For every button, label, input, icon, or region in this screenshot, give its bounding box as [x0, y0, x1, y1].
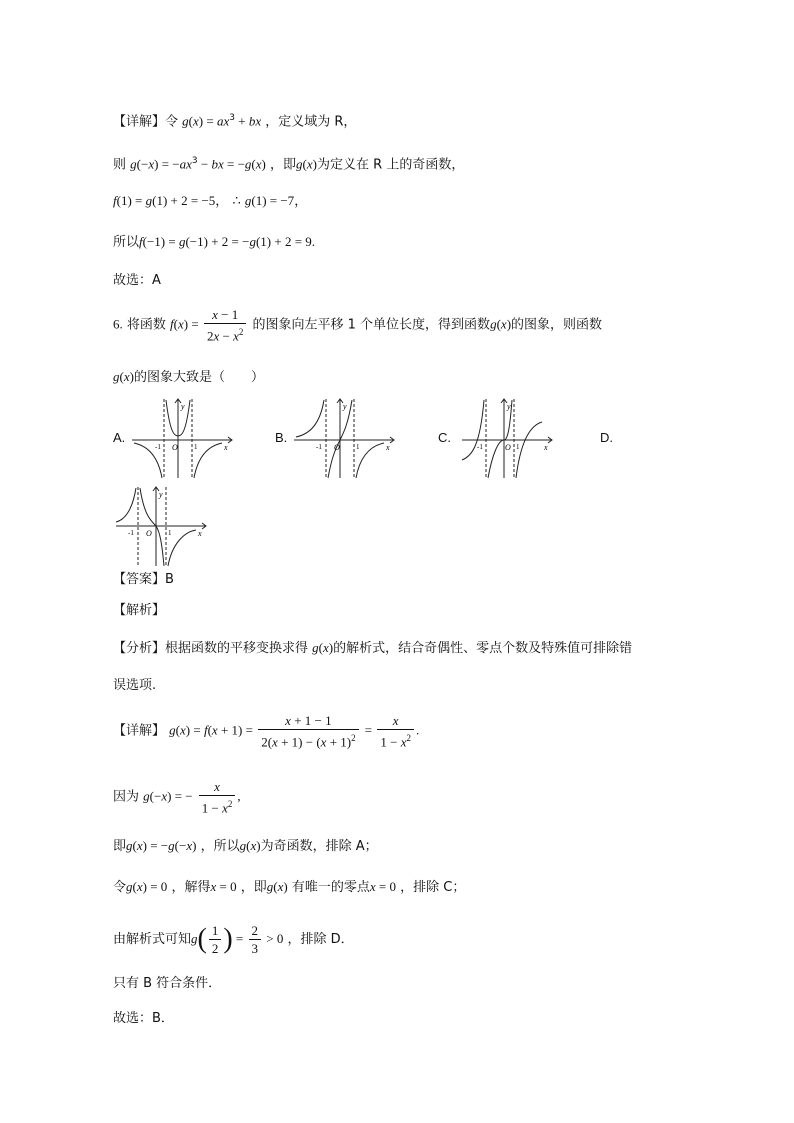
detail-line-3: f(1) = g(1) + 2 = −5， ∴ g(1) = −7，: [113, 193, 308, 209]
zero-line: 令g(x) = 0 ，解得x = 0 ，即g(x) 有唯一的零点x = 0 ，排除 C；: [113, 879, 466, 895]
only-b-line: 只有 B 符合条件．: [113, 976, 222, 991]
svg-text:O: O: [146, 529, 152, 538]
svg-text:x: x: [544, 443, 548, 452]
svg-text:y: y: [181, 402, 185, 411]
analysis-line-2: 误选项.: [113, 678, 157, 693]
svg-text:O: O: [334, 443, 340, 452]
svg-text:x: x: [198, 529, 202, 538]
svg-text:x: x: [224, 443, 228, 452]
analysis-heading: 【解析】: [113, 603, 166, 618]
option-c-label[interactable]: C.: [438, 430, 451, 445]
svg-text:1: 1: [168, 529, 172, 537]
analysis-line-1: 【分析】根据函数的平移变换求得 g(x)的解析式，结合奇偶性、零点个数及特殊值可排除错: [113, 640, 633, 656]
svg-text:1: 1: [356, 443, 360, 451]
detail-line-1: 【详解】令 $g(x) = ax^3$ + bx ，定义域为 R，: [113, 113, 357, 130]
svg-text:y: y: [507, 402, 511, 411]
because-line: 因为 g(−x) = − $\frac{x}{1 - x^2}$ ,: [113, 779, 241, 816]
svg-text:y: y: [159, 490, 163, 499]
graph-option-c: [458, 396, 558, 480]
graph-option-d: [112, 484, 212, 568]
question-6-cont: g(x)的图象大致是（ ）: [113, 369, 264, 385]
detail-line-4: 所以f(−1) = g(−1) + 2 = −g(1) + 2 = 9.: [113, 234, 316, 250]
svg-text:y: y: [343, 402, 347, 411]
graph-option-b: [290, 396, 398, 480]
option-b-label[interactable]: B.: [275, 430, 288, 445]
choose-a: 故选：A: [113, 273, 161, 288]
svg-text:-1: -1: [316, 443, 322, 451]
detail-line-2: 则 $g(-x) = -ax^3$ − bx = −g(x) ，即g(x)为定义在 R 上的奇函数，: [113, 156, 465, 173]
svg-text:1: 1: [194, 443, 198, 451]
odd-line: 即g(x) = −g(−x) ，所以g(x)为奇函数，排除 A；: [113, 838, 378, 854]
detail-equation: 【详解】 g(x) = f(x + 1) = $\frac{x + 1 - 1}{2(x + 1) - (x + 1)^2}$ = $\frac{x}{1 - x^2}$ .: [113, 713, 420, 750]
option-d-label[interactable]: D.: [600, 430, 613, 445]
question-6: 6. 将函数 f(x) = $\frac{x - 1}{2x - x^2}$ 的图象向左平移 1 个单位长度，得到函数g(x)的图象，则函数: [113, 307, 603, 344]
svg-text:x: x: [386, 443, 390, 452]
svg-text:-1: -1: [477, 443, 483, 451]
option-a-label[interactable]: A.: [113, 430, 126, 445]
choose-b: 故选：B．: [113, 1011, 174, 1026]
svg-text:-1: -1: [155, 443, 161, 451]
svg-text:O: O: [505, 443, 511, 452]
graph-option-a: [128, 396, 236, 480]
special-value-line: 由解析式可知g( $\frac{1}{2}$ ) = $\frac{2}{3}$ > 0 ，排除 D．: [113, 923, 354, 956]
svg-text:1: 1: [516, 443, 520, 451]
svg-text:O: O: [172, 443, 178, 452]
answer: 【答案】B: [113, 572, 174, 587]
svg-text:-1: -1: [128, 529, 134, 537]
